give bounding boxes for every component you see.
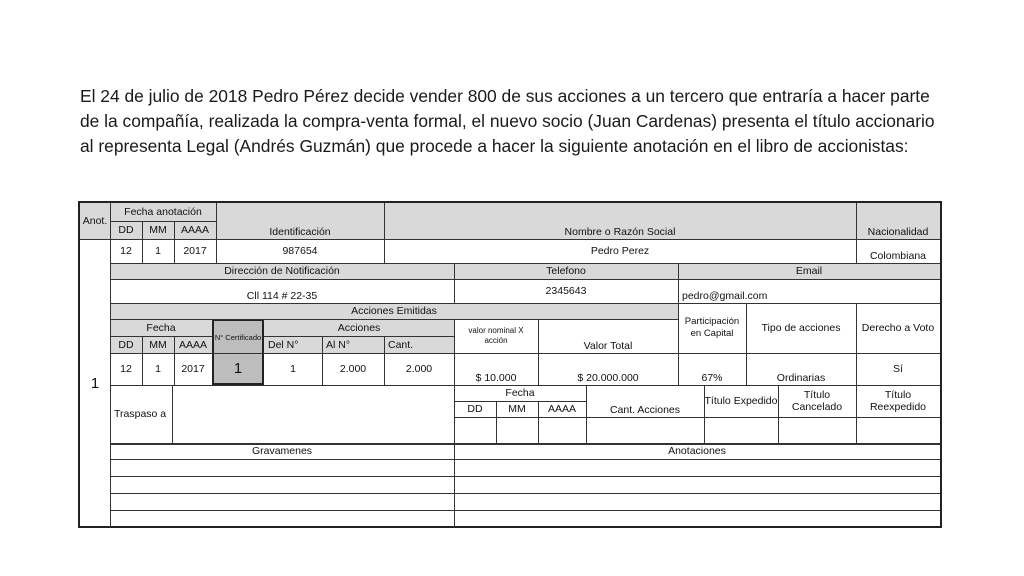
rule <box>110 303 940 304</box>
cell-valor-total: $ 20.000.000 <box>577 372 639 384</box>
header-valor-total: Valor Total <box>583 340 633 352</box>
rule <box>80 239 940 240</box>
rule <box>110 493 940 494</box>
rule <box>142 221 143 263</box>
rule <box>384 203 385 263</box>
rule <box>110 353 940 354</box>
rule <box>778 385 779 443</box>
header-identificacion: Identificación <box>216 203 384 239</box>
rule <box>704 385 705 443</box>
rule <box>110 443 940 445</box>
header-del-no: Del N° <box>264 336 322 353</box>
header-acciones-emitidas: Acciones Emitidas <box>110 303 678 319</box>
header-nombre: Nombre o Razón Social <box>384 203 856 239</box>
header-fecha-anotacion: Fecha anotación <box>110 203 216 221</box>
header-fecha-emision: Fecha <box>110 319 212 336</box>
cell-fecha-mm: 1 <box>155 245 161 257</box>
cell-emision-aaaa: 2017 <box>181 363 205 375</box>
rule <box>110 476 940 477</box>
header-titulo-reexpedido: Título Reexpedido <box>869 389 927 413</box>
header-nacionalidad: Nacionalidad <box>856 203 940 239</box>
cell-emision-dd: 12 <box>120 363 132 375</box>
rule <box>110 279 940 280</box>
header-cant-acciones: Cant. Acciones <box>609 404 681 416</box>
rule <box>174 336 175 385</box>
intro-line-3: al representa Legal (Andrés Guzmán) que procede a hacer la siguiente anotación en el libro de accionistas: <box>80 136 909 156</box>
header-mm: MM <box>142 221 174 239</box>
header-telefono: Telefono <box>454 263 678 279</box>
header-gravamenes: Gravamenes <box>251 445 313 457</box>
header-emision-dd: DD <box>110 336 142 353</box>
rule <box>746 303 747 385</box>
rule <box>216 203 217 263</box>
rule <box>538 319 539 385</box>
cell-identificacion: 987654 <box>282 245 318 257</box>
header-emision-aaaa: AAAA <box>174 336 212 353</box>
rule <box>454 319 455 443</box>
rule <box>110 510 940 511</box>
rule <box>454 417 940 418</box>
shareholder-ledger-table <box>78 201 942 528</box>
cell-cant: 2.000 <box>405 363 433 375</box>
label-traspaso: Traspaso a <box>114 408 167 420</box>
header-derecho-voto: Derecho a Voto <box>861 322 935 334</box>
header-traspaso-mm: MM <box>508 403 526 415</box>
rule <box>110 319 678 320</box>
rule <box>454 401 586 402</box>
cell-derecho-voto: Sí <box>893 363 903 375</box>
cell-tipo-acciones: Ordinarias <box>776 372 826 384</box>
rule <box>174 221 175 263</box>
cell-direccion: Cll 114 # 22-35 <box>246 290 318 302</box>
cell-participacion: 67% <box>701 372 723 384</box>
cell-nacionalidad: Colombiana <box>869 250 927 262</box>
cell-al-no: 2.000 <box>339 363 367 375</box>
header-anotaciones: Anotaciones <box>668 445 726 457</box>
header-email: Email <box>678 263 940 279</box>
intro-line-1: El 24 de julio de 2018 Pedro Pérez decide vender 800 de sus acciones a un tercero que entraría a hacer parte <box>80 86 930 106</box>
header-aaaa: AAAA <box>174 221 216 239</box>
cell-email: pedro@gmail.com <box>682 290 768 302</box>
header-titulo-cancelado: Título Cancelado <box>791 389 843 413</box>
cell-del-no: 1 <box>290 363 296 375</box>
header-dd: DD <box>110 221 142 239</box>
intro-text <box>80 84 960 159</box>
rule <box>110 263 940 264</box>
header-traspaso-fecha: Fecha <box>505 387 535 399</box>
rule <box>110 385 940 386</box>
cell-telefono: 2345643 <box>545 285 587 297</box>
rule <box>110 336 212 337</box>
rule <box>496 401 497 443</box>
anot-number: 1 <box>90 374 100 392</box>
intro-line-2: de la compañía, realizada la compra-venta formal, el nuevo socio (Juan Cardenas) presenta el título accionario <box>80 111 935 131</box>
rule <box>586 385 587 443</box>
rule <box>264 336 454 337</box>
header-emision-mm: MM <box>142 336 174 353</box>
rule <box>856 203 857 263</box>
rule <box>454 443 455 528</box>
rule <box>142 336 143 385</box>
header-acciones: Acciones <box>264 319 454 336</box>
header-participacion: Participación en Capital <box>684 316 740 339</box>
rule <box>322 336 323 385</box>
header-tipo-acciones: Tipo de acciones <box>761 322 841 334</box>
rule <box>110 459 940 460</box>
header-cant: Cant. <box>384 336 454 353</box>
header-direccion: Dirección de Notificación <box>110 263 454 279</box>
cell-emision-mm: 1 <box>155 363 161 375</box>
rule <box>856 303 857 443</box>
rule <box>678 263 679 385</box>
rule <box>384 336 385 385</box>
header-traspaso-aaaa: AAAA <box>547 403 576 415</box>
header-al-no: Al N° <box>322 336 384 353</box>
rule <box>172 385 173 443</box>
header-traspaso-dd: DD <box>467 403 483 415</box>
header-valor-nominal: valor nominal X acción <box>468 326 524 345</box>
cell-fecha-dd: 12 <box>120 245 132 257</box>
cell-nombre: Pedro Perez <box>590 245 650 257</box>
rule <box>454 263 455 303</box>
cell-certificado: 1 <box>233 360 243 377</box>
header-certificado: N° Certificado <box>214 332 262 342</box>
cell-valor-nominal: $ 10.000 <box>475 372 517 384</box>
cell-fecha-aaaa: 2017 <box>183 245 207 257</box>
rule <box>110 221 216 222</box>
rule <box>110 203 111 528</box>
rule <box>538 401 539 443</box>
header-anot: Anot. <box>80 203 110 239</box>
header-titulo-expedido: Título Expedido <box>704 395 778 407</box>
